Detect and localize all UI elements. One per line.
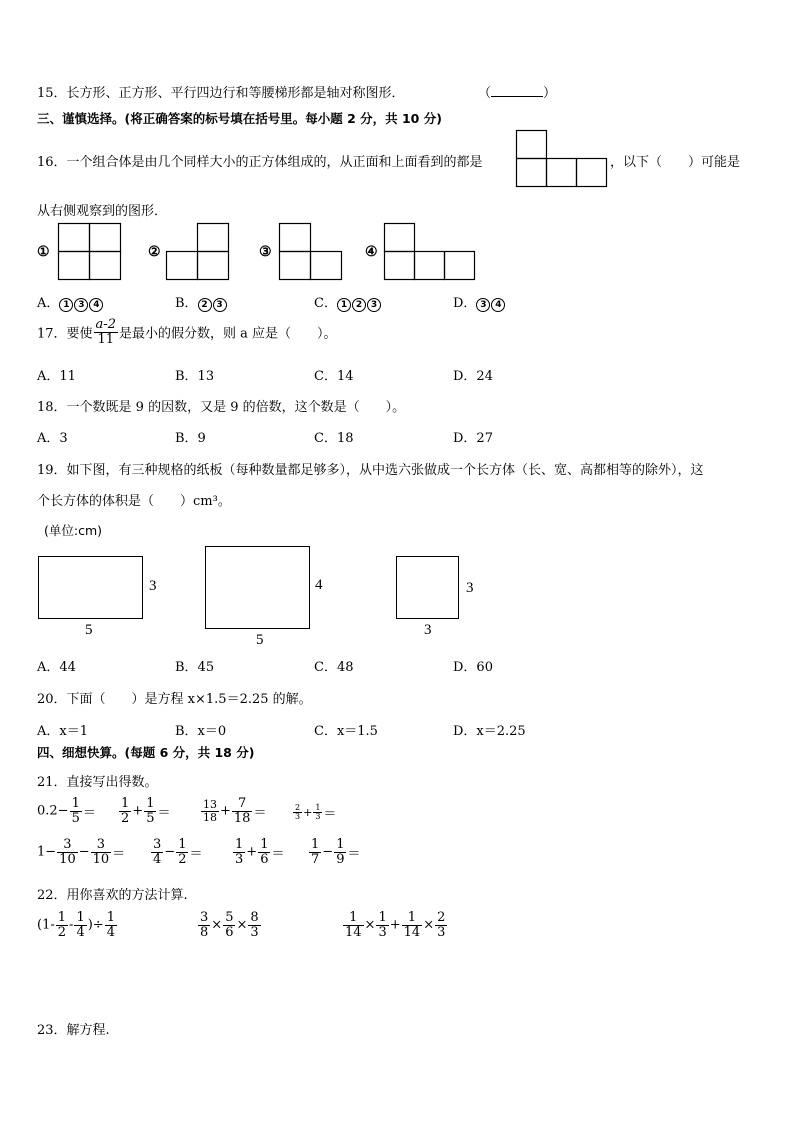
equals: ＝ xyxy=(189,846,203,862)
fraction xyxy=(57,838,78,866)
circled-number-mark: 1 xyxy=(337,298,351,312)
equals: ＝ xyxy=(323,807,337,822)
denominator: 3 xyxy=(437,924,446,940)
equals: ＝ xyxy=(82,805,96,821)
numerator: 1 xyxy=(311,837,320,852)
equals: ＝ xyxy=(112,846,126,862)
numerator: 1 xyxy=(378,910,387,925)
denominator: 2 xyxy=(121,810,130,826)
q20-option-a[interactable]: A．x＝1 xyxy=(37,724,88,739)
numerator: 3 xyxy=(200,910,209,925)
fraction xyxy=(201,799,219,823)
fraction xyxy=(232,797,253,825)
q21-expr-8 xyxy=(308,838,360,866)
q16-front-top-view-figure xyxy=(516,130,609,188)
fraction xyxy=(91,838,112,866)
q17-option-a[interactable]: A．11 xyxy=(37,369,76,384)
fraction xyxy=(293,804,302,822)
denominator: 4 xyxy=(106,924,115,940)
fraction xyxy=(74,911,86,939)
q17-option-d[interactable]: D．24 xyxy=(453,369,493,384)
fraction xyxy=(223,911,235,939)
denominator: 2 xyxy=(57,924,67,940)
fraction xyxy=(334,838,346,866)
q17-fraction xyxy=(94,318,118,346)
times: × xyxy=(423,917,435,933)
circled-number-mark: 3 xyxy=(74,298,88,312)
denominator: 10 xyxy=(92,851,110,867)
denominator: 3 xyxy=(235,851,244,867)
numerator: 1 xyxy=(235,837,244,852)
denominator: 3 xyxy=(295,812,301,821)
section-3-heading: 三、谨慎选择。(将正确答案的标号填在括号里。每小题 2 分，共 10 分) xyxy=(37,111,442,126)
q16-option-figure-1 xyxy=(58,223,122,281)
q19-board-3x3-width-label: 3 xyxy=(424,622,432,638)
q22-expr-3 xyxy=(342,911,448,939)
q18-option-a[interactable]: A．3 xyxy=(37,431,68,446)
minus: − xyxy=(164,844,176,860)
circled-number-mark: 3 xyxy=(213,298,227,312)
option-letter: A． xyxy=(37,296,60,311)
denominator: 14 xyxy=(403,924,421,940)
denominator: 11 xyxy=(97,331,115,347)
equals: ＝ xyxy=(347,846,361,862)
numerator: 1 xyxy=(121,796,130,811)
q21-expr-3 xyxy=(200,797,266,825)
option-letter: B． xyxy=(175,296,198,311)
denominator: 3 xyxy=(250,924,259,940)
numerator: 1 xyxy=(336,837,345,852)
denominator: 5 xyxy=(71,810,80,826)
paren-open: （ xyxy=(478,86,492,101)
numerator: 2 xyxy=(437,910,446,925)
circled-number-mark: 4 xyxy=(89,298,103,312)
numerator: 1 xyxy=(71,796,80,811)
fraction xyxy=(105,911,117,939)
lead: 1− xyxy=(37,844,57,860)
plus: + xyxy=(303,806,313,819)
denominator: 4 xyxy=(153,851,162,867)
denominator: 3 xyxy=(315,812,321,821)
lead: 0.2− xyxy=(37,803,69,819)
denominator: 4 xyxy=(76,924,85,940)
times: × xyxy=(364,917,376,933)
blank-line xyxy=(491,85,543,97)
q16-option-c[interactable] xyxy=(314,292,382,312)
q23-title: 23．解方程. xyxy=(37,1023,110,1038)
q21-expr-2 xyxy=(118,797,170,825)
circled-number-mark: 3 xyxy=(367,298,381,312)
q21-expr-7 xyxy=(232,838,284,866)
times: × xyxy=(236,917,248,933)
q19-board-5x3-height-label: 3 xyxy=(149,578,157,594)
q16-figure-label-3: ③ xyxy=(259,244,272,260)
denominator: 18 xyxy=(203,810,217,824)
circled-number-mark: 1 xyxy=(59,298,73,312)
denominator: 3 xyxy=(378,924,387,940)
q16-figure-label-2: ② xyxy=(148,244,161,260)
numerator: 1 xyxy=(106,910,115,925)
denominator: 18 xyxy=(233,810,251,826)
denominator: 9 xyxy=(336,851,345,867)
circled-number-mark: 3 xyxy=(476,298,490,312)
q21-title: 21．直接写出得数。 xyxy=(37,775,158,790)
q19-option-a[interactable]: A．44 xyxy=(37,660,76,675)
q16-option-d[interactable] xyxy=(453,292,506,312)
q16-text-after: ，以下（ ）可能是 xyxy=(610,155,741,170)
q21-expr-5 xyxy=(37,838,125,866)
q19-option-d[interactable]: D．60 xyxy=(453,660,493,675)
denominator: 6 xyxy=(260,851,269,867)
q16-option-figure-2 xyxy=(166,223,230,281)
denominator: 2 xyxy=(178,851,187,867)
q19-board-5x3-width-label: 5 xyxy=(85,622,93,638)
circled-number-mark: 2 xyxy=(352,298,366,312)
fraction xyxy=(248,911,260,939)
minus: - xyxy=(69,917,74,933)
fraction xyxy=(402,911,423,939)
q19-board-5x4 xyxy=(205,546,310,629)
option-letter: C． xyxy=(314,296,337,311)
fraction xyxy=(151,838,163,866)
numerator: 1 xyxy=(76,910,85,925)
q19-text-line2: 个长方体的体积是（ ）cm³。 xyxy=(37,494,231,509)
denominator: 14 xyxy=(345,924,362,940)
denominator: 7 xyxy=(311,851,320,867)
numerator: 2 xyxy=(295,802,301,812)
numerator: 7 xyxy=(232,797,253,812)
q20-option-c[interactable]: C．x＝1.5 xyxy=(314,724,378,739)
q21-expr-1 xyxy=(37,797,96,825)
denominator: 10 xyxy=(59,851,76,867)
q20-text: 20．下面（ ）是方程 x×1.5＝2.25 的解。 xyxy=(37,692,312,707)
q17-suffix: 是最小的假分数，则 a 应是（ ）。 xyxy=(118,326,337,342)
q16-option-b[interactable] xyxy=(175,292,228,312)
q19-board-3x3-height-label: 3 xyxy=(466,580,474,596)
circled-number-mark: 2 xyxy=(198,298,212,312)
numerator: 13 xyxy=(203,798,217,812)
q22-expr-1 xyxy=(37,911,118,939)
q19-board-3x3 xyxy=(396,556,459,619)
q20-option-b[interactable]: B．x＝0 xyxy=(175,724,227,739)
q18-option-b[interactable]: B．9 xyxy=(175,431,206,446)
q17-option-c[interactable]: C．14 xyxy=(314,369,354,384)
denominator: 5 xyxy=(146,810,155,826)
q16-option-figure-4 xyxy=(384,223,476,281)
q16-text: 16．一个组合体是由几个同样大小的正方体组成的，从正面和上面看到的都是 xyxy=(37,155,483,170)
fraction xyxy=(70,797,82,825)
q17-prefix: 17．要使 xyxy=(37,326,93,342)
q19-option-b[interactable]: B．45 xyxy=(175,660,215,675)
numerator: 3 xyxy=(153,837,162,852)
plus: + xyxy=(132,803,144,819)
minus: − xyxy=(322,844,334,860)
q15-text: 15．长方形、正方形、平行四边行和等腰梯形都是轴对称图形． xyxy=(37,86,405,101)
numerator: 1 xyxy=(57,910,67,925)
numerator: 8 xyxy=(250,910,259,925)
fraction xyxy=(309,838,321,866)
denominator: 8 xyxy=(200,924,209,940)
section-4-heading: 四、细想快算。(每题 6 分，共 18 分) xyxy=(37,745,255,760)
fraction xyxy=(376,911,388,939)
q22-title: 22．用你喜欢的方法计算. xyxy=(37,888,188,903)
numerator: a-2 xyxy=(95,317,116,332)
numerator: 5 xyxy=(225,910,234,925)
minus: − xyxy=(78,844,90,860)
q18-text: 18．一个数既是 9 的因数，又是 9 的倍数，这个数是（ ）。 xyxy=(37,400,406,415)
circled-number-mark: 4 xyxy=(491,298,505,312)
paren-close: ） xyxy=(543,86,557,101)
q19-board-5x4-width-label: 5 xyxy=(256,632,264,648)
numerator: 1 xyxy=(146,796,155,811)
q17-option-b[interactable]: B．13 xyxy=(175,369,215,384)
plus: + xyxy=(389,917,401,933)
numerator: 3 xyxy=(91,838,112,853)
numerator: 1 xyxy=(178,837,187,852)
q16-figure-label-1: ① xyxy=(37,244,50,260)
times: × xyxy=(211,917,223,933)
option-letter: D． xyxy=(453,296,477,311)
numerator: 1 xyxy=(315,802,321,812)
q19-board-5x4-height-label: 4 xyxy=(315,577,323,593)
q16-option-figure-3 xyxy=(279,223,343,281)
equals: ＝ xyxy=(253,805,267,821)
q16-text-line2: 从右侧观察到的图形． xyxy=(37,204,168,219)
q18-option-d[interactable]: D．27 xyxy=(453,431,493,446)
q21-expr-6 xyxy=(150,838,202,866)
q16-figure-label-4: ④ xyxy=(365,244,378,260)
q19-board-5x3 xyxy=(38,556,143,619)
fraction xyxy=(119,797,131,825)
fraction xyxy=(144,797,156,825)
denominator: 6 xyxy=(225,924,234,940)
q19-option-c[interactable]: C．48 xyxy=(314,660,354,675)
plus: + xyxy=(246,844,258,860)
q21-expr-4 xyxy=(292,803,336,822)
fraction xyxy=(258,838,270,866)
q18-option-c[interactable]: C．18 xyxy=(314,431,354,446)
plus: + xyxy=(220,803,231,819)
fraction xyxy=(313,804,322,822)
fraction xyxy=(233,838,245,866)
numerator: 1 xyxy=(402,911,423,926)
numerator: 3 xyxy=(57,838,78,853)
q19-text-line1: 19．如下图，有三种规格的纸板（每种数量都足够多），从中选六张做成一个长方体（长、宽、高都相等的除外），这 xyxy=(37,463,704,478)
q20-option-d[interactable]: D．x＝2.25 xyxy=(453,724,526,739)
q17-text xyxy=(37,318,336,346)
close-divide: )÷ xyxy=(87,917,104,933)
numerator: 1 xyxy=(260,837,269,852)
fraction xyxy=(176,838,188,866)
q15-answer-blank[interactable] xyxy=(478,82,556,101)
q22-expr-2 xyxy=(197,911,262,939)
q16-option-a[interactable] xyxy=(37,292,104,312)
equals: ＝ xyxy=(157,805,171,821)
equals: ＝ xyxy=(271,846,285,862)
fraction xyxy=(343,911,364,939)
numerator: 1 xyxy=(343,911,364,926)
fraction xyxy=(435,911,447,939)
fraction xyxy=(56,911,68,939)
fraction xyxy=(198,911,210,939)
q19-unit-label: (单位:cm) xyxy=(44,523,103,538)
lead: (1- xyxy=(37,917,55,933)
